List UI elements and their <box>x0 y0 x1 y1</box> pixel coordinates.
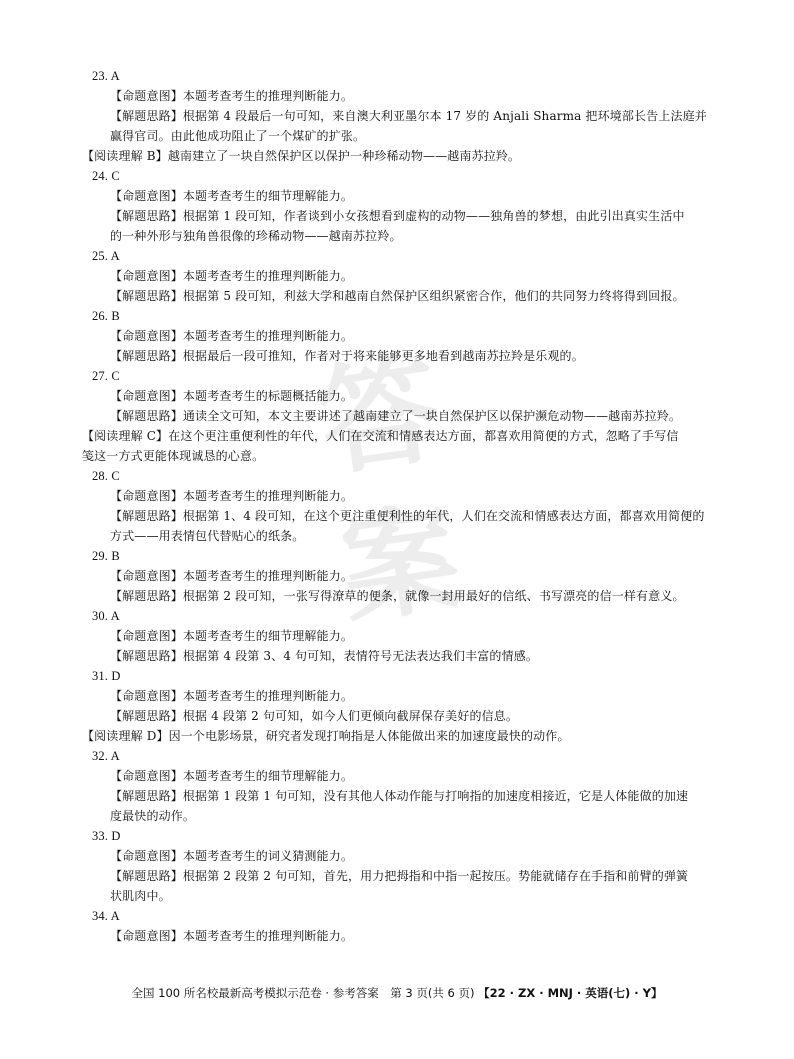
answer-line: 【命题意图】本题考查考生的推理判断能力。 <box>110 929 354 943</box>
footer-code: 【22 · ZX · MNJ · 英语(七) · Y】 <box>478 986 663 1000</box>
answer-line: 【解题思路】根据 4 段第 2 句可知，如今人们更倾向截屏保存美好的信息。 <box>110 709 519 723</box>
question-number: 31. D <box>92 669 121 683</box>
answer-line: 【解题思路】通读全文可知，本文主要讲述了越南建立了一块自然保护区以保护濒危动物——越南苏拉羚。 <box>110 409 682 423</box>
question-number: 30. A <box>92 609 120 623</box>
answer-line: 【命题意图】本题考查考生的细节理解能力。 <box>110 769 354 783</box>
answer-line: 【命题意图】本题考查考生的细节理解能力。 <box>110 629 354 643</box>
answer-line-continued: 度最快的动作。 <box>110 809 196 823</box>
answer-line: 【解题思路】根据第 5 段可知，利兹大学和越南自然保护区组织紧密合作，他们的共同努力终将得到回报。 <box>110 289 685 303</box>
answer-content <box>82 66 712 946</box>
question-number: 33. D <box>92 829 121 843</box>
answer-line: 【命题意图】本题考查考生的推理判断能力。 <box>110 489 354 503</box>
answer-line: 【解题思路】根据最后一段可推知，作者对于将来能够更多地看到越南苏拉羚是乐观的。 <box>110 349 584 363</box>
answer-line: 【命题意图】本题考查考生的词义猜测能力。 <box>110 849 354 863</box>
footer-text: 全国 100 所名校最新高考模拟示范卷 · 参考答案 第 3 页(共 6 页) <box>131 986 475 1000</box>
answer-line-continued: 方式——用表情包代替贴心的纸条。 <box>110 529 305 543</box>
answer-line-continued: 的一种外形与独角兽很像的珍稀动物——越南苏拉羚。 <box>110 229 402 243</box>
answer-line: 【解题思路】根据第 2 段可知，一张写得潦草的便条，就像一封用最好的信纸、书写漂亮的信一样有意义。 <box>110 589 685 603</box>
answer-line: 【命题意图】本题考查考生的推理判断能力。 <box>110 569 354 583</box>
answer-line: 【命题意图】本题考查考生的推理判断能力。 <box>110 269 354 283</box>
question-number: 34. A <box>92 909 120 923</box>
answer-line: 【解题思路】根据第 1、4 段可知，在这个更注重便利性的年代，人们在交流和情感表达方面，都喜欢用简便的 <box>110 509 705 523</box>
answer-line: 【命题意图】本题考查考生的标题概括能力。 <box>110 389 354 403</box>
answer-line: 【解题思路】根据第 1 段可知，作者谈到小女孩想看到虚构的动物——独角兽的梦想，由此引出真实生活中 <box>110 209 685 223</box>
answer-line: 【解题思路】根据第 1 段第 1 句可知，没有其他人体动作能与打响指的加速度相接近，它是人体能做的加速 <box>110 789 689 803</box>
watermark: 答案 <box>311 338 469 642</box>
answer-line: 【命题意图】本题考查考生的推理判断能力。 <box>110 89 354 103</box>
answer-line: 【解题思路】根据第 4 段第 3、4 句可知，表情符号无法表达我们丰富的情感。 <box>110 649 539 663</box>
answer-line: 【命题意图】本题考查考生的细节理解能力。 <box>110 189 354 203</box>
answer-line: 【解题思路】根据第 2 段第 2 句可知，首先，用力把拇指和中指一起按压。势能就储存在手指和前臂的弹簧 <box>110 869 689 883</box>
question-number: 24. C <box>92 169 120 183</box>
answer-line: 【命题意图】本题考查考生的推理判断能力。 <box>110 689 354 703</box>
answer-line-continued: 状肌肉中。 <box>110 889 171 903</box>
answer-line: 【解题思路】根据第 4 段最后一句可知，来自澳大利亚墨尔本 17 岁的 Anjali Sharma 把环境部长告上法庭并 <box>110 109 707 123</box>
section-heading: 【阅读理解 C】在这个更注重便利性的年代，人们在交流和情感表达方面，都喜欢用简便的方式，忽略了手写信 <box>82 429 679 443</box>
question-number: 25. A <box>92 249 120 263</box>
page-footer <box>0 985 794 1001</box>
section-heading: 【阅读理解 B】越南建立了一块自然保护区以保护一种珍稀动物——越南苏拉羚。 <box>82 149 521 163</box>
question-number: 29. B <box>92 549 120 563</box>
question-number: 23. A <box>92 69 120 83</box>
question-number: 32. A <box>92 749 120 763</box>
question-number: 27. C <box>92 369 120 383</box>
question-number: 26. B <box>92 309 120 323</box>
answer-line: 【命题意图】本题考查考生的推理判断能力。 <box>110 329 354 343</box>
answer-line-continued: 赢得官司。由此他成功阻止了一个煤矿的扩张。 <box>110 129 366 143</box>
section-heading-continued: 笺这一方式更能体现诚恳的心意。 <box>82 449 265 463</box>
question-number: 28. C <box>92 469 120 483</box>
section-heading: 【阅读理解 D】因一个电影场景，研究者发现打响指是人体能做出来的加速度最快的动作。 <box>82 729 570 743</box>
